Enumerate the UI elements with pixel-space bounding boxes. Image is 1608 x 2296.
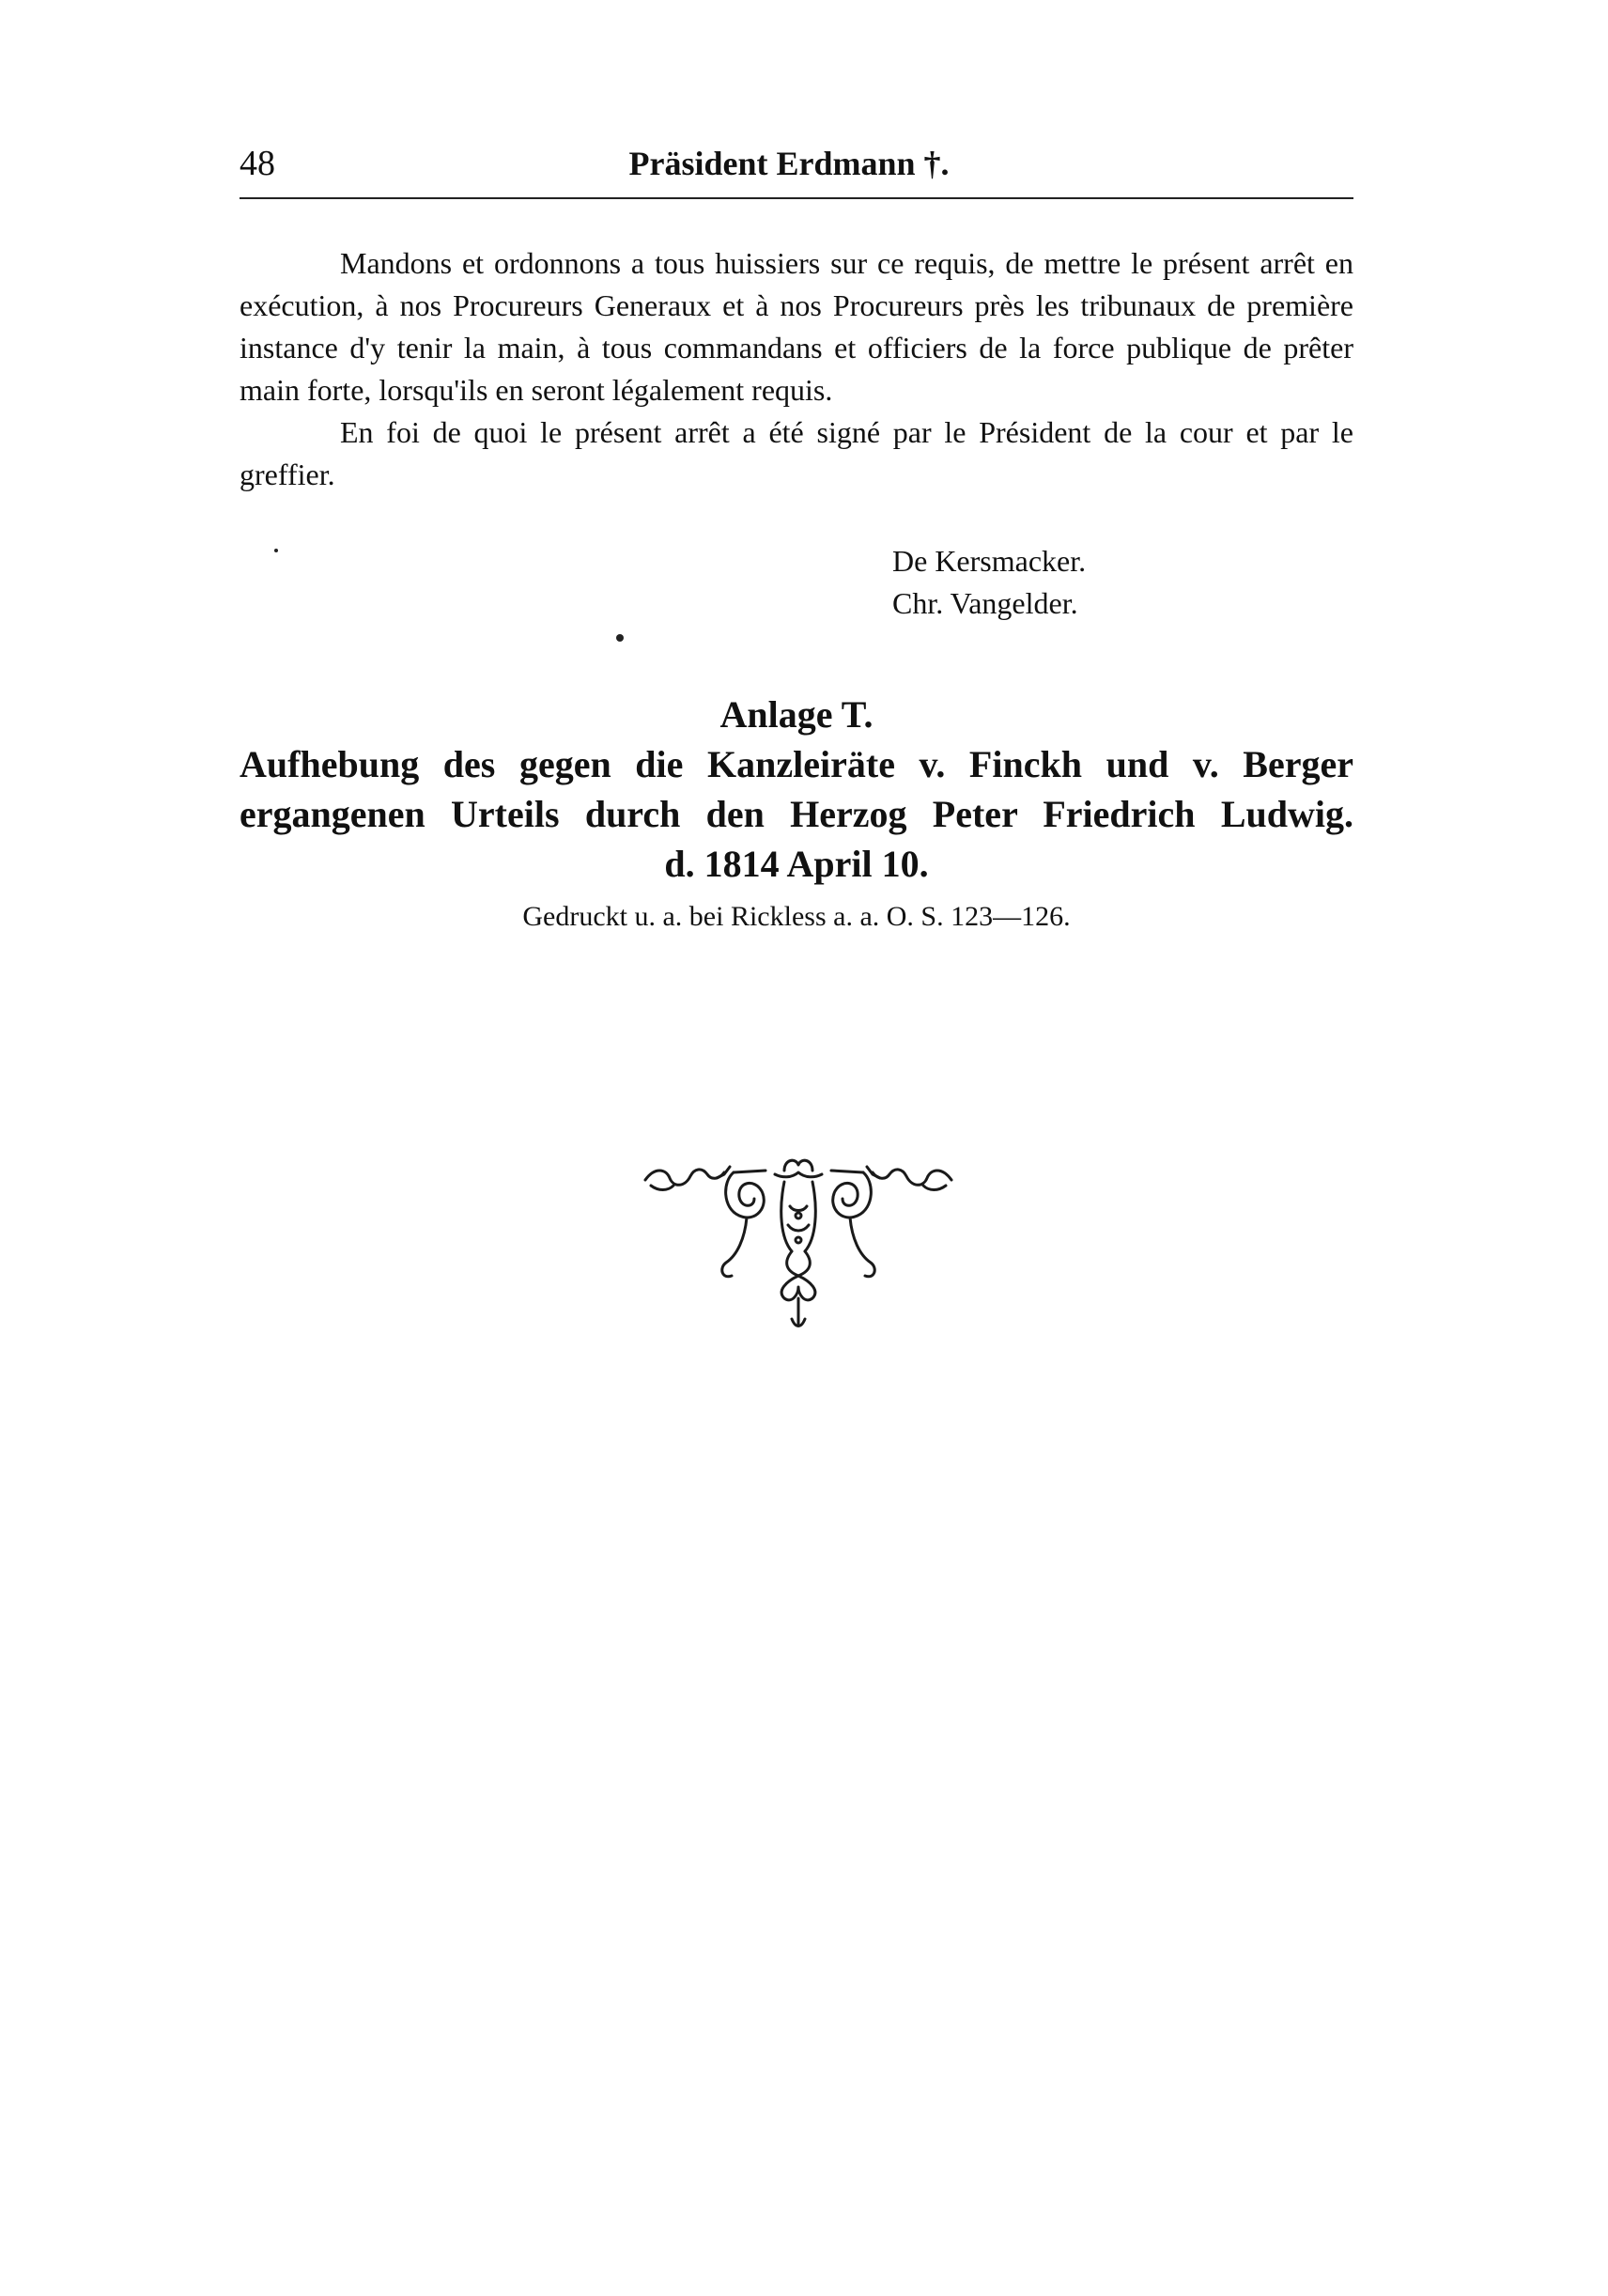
title-line: Aufhebung des gegen die Kanzleiräte v. Finckh und v. Berger <box>240 743 1353 785</box>
speck <box>616 634 624 642</box>
title-line: ergangenen Urteils durch den Herzog Peter Friedrich Ludwig. <box>240 793 1353 835</box>
paragraph: Mandons et ordonnons a tous huissiers sur ce requis, de mettre le présent arrêt en exécution, à nos Procureurs Generaux et à nos Procureurs près les tribunaux de première instance d'y tenir la main, à tous commandans et officiers de la force publique de prêter main forte, lorsqu'ils en seront légalement requis. <box>240 246 1353 407</box>
floral-ornament-icon <box>643 1154 953 1332</box>
title-date: d. 1814 April 10. <box>664 843 929 885</box>
paragraph: En foi de quoi le présent arrêt a été signé par le Président de la cour et par le greffier. <box>240 415 1353 491</box>
page-number: 48 <box>240 144 275 183</box>
speck <box>274 549 278 552</box>
signature-line: Chr. Vangelder. <box>892 586 1078 620</box>
appendix-title <box>240 739 1353 889</box>
appendix-label: Anlage T. <box>719 693 874 736</box>
header-rule <box>240 197 1353 199</box>
body-text <box>240 242 1353 496</box>
running-title: Präsident Erdmann †. <box>628 145 950 182</box>
source-note: Gedruckt u. a. bei Rickless a. a. O. S. 123—126. <box>522 901 1071 932</box>
signature-line: De Kersmacker. <box>892 544 1087 578</box>
